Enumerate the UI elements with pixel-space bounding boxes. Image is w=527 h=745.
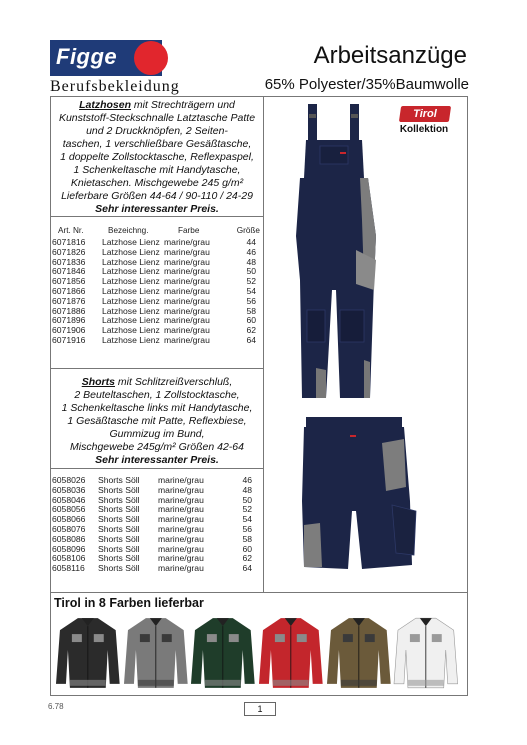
- art-nr-cell: 6071826: [52, 246, 86, 257]
- bib-overall-image: [292, 100, 388, 400]
- colors-title: Tirol in 8 Farben lieferbar: [54, 596, 204, 610]
- farbe-cell: marine/grau: [158, 494, 204, 505]
- desc-line: mit Strechträgern und: [131, 99, 235, 111]
- groesse-cell: 58: [246, 305, 256, 316]
- farbe-cell: marine/grau: [164, 256, 210, 267]
- groesse-cell: 56: [242, 523, 252, 534]
- groesse-cell: 52: [246, 276, 256, 287]
- groesse-cell: 64: [246, 334, 256, 345]
- bezeichnung-cell: Latzhose Lienz: [102, 295, 160, 306]
- price-note: Sehr interessanter Preis.: [95, 203, 219, 215]
- groesse-cell: 58: [242, 533, 252, 544]
- logo-text: Figge: [56, 44, 118, 69]
- col-header: Größe: [236, 226, 260, 235]
- farbe-cell: marine/grau: [158, 475, 204, 485]
- bezeichnung-cell: Shorts Söll: [98, 514, 140, 525]
- art-nr-cell: 6071876: [52, 295, 86, 306]
- bezeichnung-cell: Shorts Söll: [98, 543, 140, 554]
- groesse-cell: 62: [246, 325, 256, 336]
- jacket-color-swatch: [257, 614, 325, 690]
- bezeichnung-cell: Latzhose Lienz: [102, 315, 160, 326]
- latzhosen-table: [50, 224, 264, 346]
- groesse-cell: 50: [242, 494, 252, 505]
- shorts-image: [300, 415, 418, 575]
- figge-logo: [50, 40, 162, 76]
- groesse-cell: 48: [246, 256, 256, 267]
- art-nr-cell: 6058046: [52, 494, 86, 505]
- page-code: 6.78: [48, 702, 64, 711]
- material-subtitle: 65% Polyester/35%Baumwolle: [264, 76, 469, 93]
- farbe-cell: marine/grau: [158, 563, 204, 574]
- desc-line: 1 Gesäßtasche mit Patte, Reflexbiese,: [67, 415, 247, 427]
- bezeichnung-cell: Latzhose Lienz: [102, 276, 160, 287]
- desc-line: mit Schlitzreißverschluß,: [114, 376, 233, 388]
- desc-line: Lieferbare Größen 44-64 / 90-110 / 24-29: [61, 190, 253, 202]
- jacket-color-gallery: [54, 614, 460, 690]
- farbe-cell: marine/grau: [164, 334, 210, 345]
- brand-subtitle: Berufsbekleidung: [50, 78, 180, 95]
- page-number-box: 1: [244, 702, 276, 716]
- bezeichnung-cell: Shorts Söll: [98, 484, 140, 495]
- art-nr-cell: 6071886: [52, 305, 86, 316]
- art-nr-cell: 6071836: [52, 256, 86, 267]
- desc-line: Gummizug im Bund,: [109, 428, 205, 440]
- shorts-table: [50, 476, 264, 574]
- art-nr-cell: 6058116: [52, 563, 85, 574]
- jacket-color-swatch: [122, 614, 190, 690]
- separator: [50, 468, 264, 469]
- farbe-cell: marine/grau: [158, 523, 204, 534]
- col-header: Farbe: [178, 226, 200, 235]
- bezeichnung-cell: Latzhose Lienz: [102, 246, 160, 257]
- bezeichnung-cell: Latzhose Lienz: [102, 325, 160, 336]
- groesse-cell: 56: [246, 295, 256, 306]
- groesse-cell: 46: [246, 246, 256, 257]
- groesse-cell: 44: [246, 237, 256, 247]
- separator: [50, 368, 264, 369]
- farbe-cell: marine/grau: [158, 484, 204, 495]
- art-nr-cell: 6058026: [52, 475, 86, 485]
- table-row: [50, 336, 264, 346]
- art-nr-cell: 6071906: [52, 325, 86, 336]
- col-header: Bezeichng.: [108, 226, 149, 235]
- groesse-cell: 54: [246, 285, 256, 296]
- art-nr-cell: 6058086: [52, 533, 86, 544]
- farbe-cell: marine/grau: [158, 504, 204, 515]
- art-nr-cell: 6058096: [52, 543, 86, 554]
- separator: [50, 216, 264, 217]
- art-nr-cell: 6058066: [52, 514, 86, 525]
- farbe-cell: marine/grau: [164, 295, 210, 306]
- groesse-cell: 64: [242, 563, 252, 574]
- desc-line: 2 Beuteltaschen, 1 Zollstocktasche,: [74, 389, 240, 401]
- art-nr-cell: 6071816: [52, 237, 86, 247]
- art-nr-cell: 6071856: [52, 276, 86, 287]
- bezeichnung-cell: Latzhose Lienz: [102, 256, 160, 267]
- groesse-cell: 52: [242, 504, 252, 515]
- bezeichnung-cell: Shorts Söll: [98, 475, 140, 485]
- bezeichnung-cell: Latzhose Lienz: [102, 305, 160, 316]
- groesse-cell: 60: [242, 543, 252, 554]
- desc-line: taschen, 1 verschließbare Gesäßtasche,: [62, 138, 252, 150]
- desc-line: Kunststoff-Steckschnalle Latztasche Patte: [58, 112, 256, 124]
- desc-line: 1 doppelte Zollstocktasche, Reflexpaspel,: [60, 151, 254, 163]
- bezeichnung-cell: Shorts Söll: [98, 553, 140, 564]
- groesse-cell: 48: [242, 484, 252, 495]
- farbe-cell: marine/grau: [164, 276, 210, 287]
- groesse-cell: 46: [242, 475, 252, 485]
- farbe-cell: marine/grau: [158, 514, 204, 525]
- jacket-color-swatch: [392, 614, 460, 690]
- art-nr-cell: 6071896: [52, 315, 86, 326]
- farbe-cell: marine/grau: [164, 237, 210, 247]
- farbe-cell: marine/grau: [164, 325, 210, 336]
- logo-red-circle: [134, 41, 168, 75]
- table-row: [50, 564, 264, 574]
- tirol-badge-text: Tirol: [413, 108, 437, 120]
- separator: [50, 592, 468, 593]
- farbe-cell: marine/grau: [164, 315, 210, 326]
- jacket-color-swatch: [54, 614, 122, 690]
- farbe-cell: marine/grau: [164, 305, 210, 316]
- page-title: Arbeitsanzüge: [313, 42, 467, 69]
- art-nr-cell: 6058036: [52, 484, 86, 495]
- latzhosen-description: [52, 99, 262, 216]
- groesse-cell: 60: [246, 315, 256, 326]
- farbe-cell: marine/grau: [164, 246, 210, 257]
- desc-line: und 2 Druckknöpfen, 2 Seiten-: [86, 125, 228, 137]
- shorts-title: Shorts: [81, 376, 115, 388]
- farbe-cell: marine/grau: [158, 533, 204, 544]
- bezeichnung-cell: Latzhose Lienz: [102, 266, 160, 277]
- kollektion-label: Kollektion: [399, 124, 449, 135]
- bezeichnung-cell: Shorts Söll: [98, 533, 140, 544]
- jacket-color-swatch: [325, 614, 393, 690]
- desc-line: Mischgewebe 245g/m² Größen 42-64: [70, 441, 244, 453]
- bezeichnung-cell: Shorts Söll: [98, 563, 140, 574]
- groesse-cell: 62: [242, 553, 252, 564]
- bezeichnung-cell: Latzhose Lienz: [102, 334, 160, 345]
- farbe-cell: marine/grau: [164, 266, 210, 277]
- bezeichnung-cell: Shorts Söll: [98, 494, 140, 505]
- art-nr-cell: 6071916: [52, 334, 86, 345]
- tirol-kollektion-logo: [390, 106, 458, 140]
- price-note: Sehr interessanter Preis.: [95, 454, 219, 466]
- art-nr-cell: 6058106: [52, 553, 86, 564]
- farbe-cell: marine/grau: [164, 285, 210, 296]
- bezeichnung-cell: Latzhose Lienz: [102, 285, 160, 296]
- table-header: [50, 224, 264, 238]
- bezeichnung-cell: Shorts Söll: [98, 504, 140, 515]
- tirol-badge: [399, 106, 451, 122]
- farbe-cell: marine/grau: [158, 553, 204, 564]
- bezeichnung-cell: Latzhose Lienz: [102, 237, 160, 247]
- desc-line: 1 Schenkeltasche mit Handytasche,: [73, 164, 241, 176]
- jacket-color-swatch: [189, 614, 257, 690]
- desc-line: 1 Schenkeltasche links mit Handytasche,: [61, 402, 253, 414]
- art-nr-cell: 6071846: [52, 266, 86, 277]
- farbe-cell: marine/grau: [158, 543, 204, 554]
- col-header: Art. Nr.: [58, 226, 84, 235]
- art-nr-cell: 6058076: [52, 523, 86, 534]
- shorts-description: [52, 376, 262, 467]
- latzhosen-title: Latzhosen: [79, 99, 132, 111]
- desc-line: Knietaschen. Mischgewebe 245 g/m²: [70, 177, 244, 189]
- groesse-cell: 54: [242, 514, 252, 525]
- art-nr-cell: 6071866: [52, 285, 86, 296]
- groesse-cell: 50: [246, 266, 256, 277]
- art-nr-cell: 6058056: [52, 504, 86, 515]
- bezeichnung-cell: Shorts Söll: [98, 523, 140, 534]
